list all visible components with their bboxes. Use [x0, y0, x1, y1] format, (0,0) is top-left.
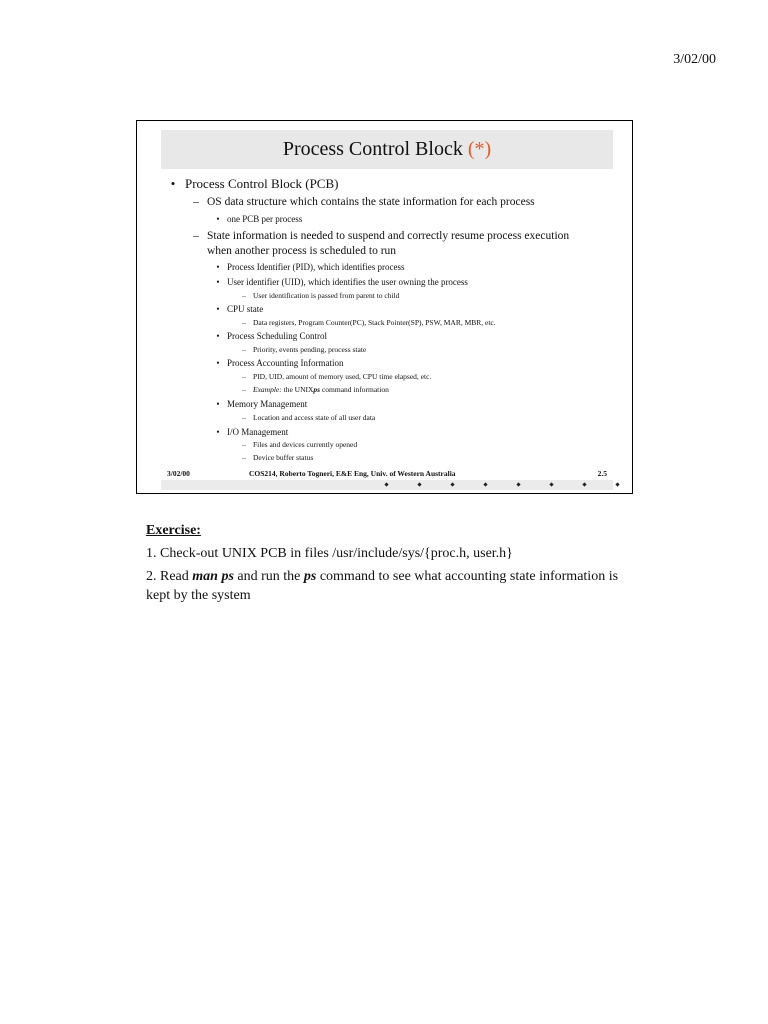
bullet-scheduling: • Process Scheduling Control	[216, 331, 327, 341]
exercise-item-2: 2. Read man ps and run the ps command to see what accounting state information is kept by the system	[146, 568, 619, 603]
stripe-dot	[582, 482, 586, 486]
bullet-uid: • User identifier (UID), which identifies the user owning the process	[216, 277, 468, 287]
sub-io-1: – Files and devices currently opened	[242, 440, 358, 449]
bullet-cpu-state: • CPU state	[216, 304, 264, 314]
sub-memory: – Location and access state of all user data	[242, 413, 376, 422]
sub-accounting-1: – PID, UID, amount of memory used, CPU time elapsed, etc.	[242, 372, 432, 381]
stripe-dot	[384, 482, 388, 486]
slide-title-text: Process Control Block	[282, 138, 463, 160]
stripe-dot	[417, 482, 421, 486]
slide-stripe	[161, 480, 613, 490]
exercise-section	[146, 522, 626, 610]
bullet-one-pcb: • one PCB per process	[216, 214, 303, 224]
stripe-dot	[549, 482, 553, 486]
sub-accounting-2: – Example: the UNIXps command information	[242, 385, 389, 394]
stripe-dot	[516, 482, 520, 486]
bullet-accounting: • Process Accounting Information	[216, 358, 344, 368]
bullet-pid: • Process Identifier (PID), which identifies process	[216, 262, 405, 272]
stripe-dot	[615, 482, 619, 486]
slide-title	[161, 130, 613, 169]
man-ps-command: man ps	[192, 568, 234, 584]
stripe-dot	[483, 482, 487, 486]
bullet-pcb: • Process Control Block (PCB)	[170, 176, 339, 191]
stripe-dot	[450, 482, 454, 486]
slide-frame	[136, 120, 633, 494]
bullet-state-information: – State information is needed to suspend and correctly resume process execution	[193, 230, 570, 242]
sub-uid: – User identification is passed from parent to child	[242, 291, 400, 300]
ps-command: ps	[303, 568, 317, 584]
exercise-item-1: 1. Check-out UNIX PCB in files /usr/include/sys/{proc.h, user.h}	[146, 545, 513, 561]
bullet-io: • I/O Management	[216, 427, 289, 437]
state-information-line2: when another process is scheduled to run	[207, 245, 397, 257]
sub-io-2: – Device buffer status	[242, 453, 314, 462]
slide-footer-page: 2.5	[597, 469, 607, 478]
sub-scheduling: – Priority, events pending, process state	[242, 345, 367, 354]
slide-footer-date: 3/02/00	[167, 469, 190, 478]
slide-footer-course: COS214, Roberto Togneri, E&E Eng, Univ. of Western Australia	[249, 469, 456, 478]
sub-cpu-state: – Data registers, Program Counter(PC), Stack Pointer(SP), PSW, MAR, MBR, etc.	[242, 318, 496, 327]
bullet-os-data-structure: – OS data structure which contains the state information for each process	[193, 196, 535, 208]
exercise-heading: Exercise:	[146, 523, 201, 538]
bullet-memory: • Memory Management	[216, 399, 308, 409]
page-date: 3/02/00	[673, 52, 716, 67]
slide-title-mark: (*)	[467, 138, 492, 160]
